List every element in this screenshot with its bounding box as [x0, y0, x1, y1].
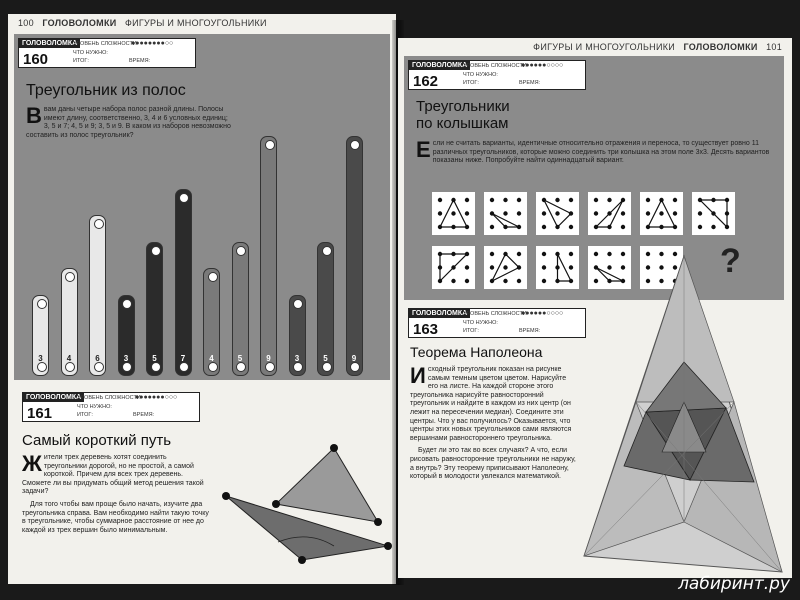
peg: [646, 225, 650, 229]
drop-cap: И: [410, 363, 426, 388]
peg: [542, 265, 546, 269]
strip-length-label: 3: [38, 354, 43, 363]
peg: [490, 279, 494, 283]
peg: [673, 198, 677, 202]
section-name: ГОЛОВОЛОМКИ: [683, 42, 758, 52]
drop-cap: Ж: [22, 451, 42, 476]
peg: [490, 211, 494, 215]
puzzle-number: 162: [413, 73, 439, 90]
puzzle-160-title: Треугольник из полос: [26, 82, 186, 99]
puzzle-161-title: Самый короткий путь: [22, 432, 172, 449]
puzzle-number: 161: [27, 405, 53, 422]
strip-length-label: 7: [180, 354, 186, 363]
strip-length-label: 5: [323, 354, 328, 363]
peg: [621, 225, 625, 229]
puzzle-162-title: [416, 98, 510, 132]
puzzle-161-body-2: Для того чтобы вам проще было начать, изучите два треугольника справа. Вам необходимо найти такую точку в треугольнике, чтобы суммарное расстояние от нее до каждой из трех вершин было минимальным.: [22, 500, 209, 534]
strip-length-label: 4: [66, 354, 72, 363]
puzzle-tag: ГОЛОВОЛОМКА: [19, 39, 80, 48]
strip-hole-bottom: [265, 362, 275, 372]
peg: [569, 198, 573, 202]
time-label: ВРЕМЯ:: [519, 328, 541, 334]
needed-label: ЧТО НУЖНО:: [463, 320, 498, 326]
puzzle-160-text: [26, 103, 232, 140]
peg: [503, 225, 507, 229]
strip-hole-top: [65, 272, 75, 282]
peg: [594, 198, 598, 202]
strip-hole-bottom: [94, 362, 104, 372]
strip-hole-top: [208, 272, 218, 282]
puzzle-160-header: [18, 38, 196, 68]
strip-hole-bottom: [37, 362, 47, 372]
vertex-dot: [374, 518, 382, 526]
peg: [659, 225, 663, 229]
peg: [569, 279, 573, 283]
strip-hole-top: [322, 246, 332, 256]
drop-cap: В: [26, 103, 42, 128]
strip-length-label: 3: [294, 354, 300, 363]
peg: [451, 252, 455, 256]
peg: [646, 211, 650, 215]
vertex-dot: [384, 542, 392, 550]
peg: [438, 265, 442, 269]
chapter-name: ФИГУРЫ И МНОГОУГОЛЬНИКИ: [124, 18, 267, 28]
page-number: 100: [18, 18, 34, 28]
peg: [490, 265, 494, 269]
puzzle-tag: ГОЛОВОЛОМКА: [409, 309, 470, 318]
puzzle-163-body-2: Будет ли это так во всех случаях? А что, если рисовать равносторонние треугольники не наружу, а внутрь? Эту теорему приписывают Наполеону, который в молодости увлекался математикой.: [410, 447, 576, 481]
peg: [490, 198, 494, 202]
strip-hole-top: [350, 140, 360, 150]
peg: [607, 211, 611, 215]
peg: [673, 225, 677, 229]
peg: [698, 211, 702, 215]
puzzle-163-body: сходный треугольник показан на рисунке самым темным цветом цветом. Нарисуйте его на листе. На каждой стороне этого треугольника нарисуйте равносторонний треугольник и найдите в каждом из них центр (он лежит на пересечении медиан). Соедините эти центры. Что у вас получилось? Оказывается, что центры этих новых треугольников сами являются вершинами равностороннего треугольника.: [410, 366, 572, 442]
difficulty-label: УРОВЕНЬ СЛОЖНОСТИ: [77, 395, 141, 401]
strip: [317, 242, 334, 377]
strip-length-label: 4: [209, 354, 214, 363]
peg: [438, 225, 442, 229]
peg: [569, 252, 573, 256]
strip-hole-bottom: [322, 362, 332, 372]
peg: [503, 265, 507, 269]
strip: [89, 215, 106, 376]
peg: [542, 279, 546, 283]
puzzle-160-panel: [14, 34, 390, 380]
peg-board: [484, 192, 527, 235]
peg: [517, 265, 521, 269]
needed-label: ЧТО НУЖНО:: [73, 50, 108, 56]
peg: [465, 225, 469, 229]
peg: [503, 211, 507, 215]
peg-board: [588, 192, 631, 235]
vertex-dot: [330, 444, 338, 452]
peg: [503, 252, 507, 256]
strip-hole-top: [265, 140, 275, 150]
difficulty-dots: ●●●●●●●●○○: [131, 40, 174, 47]
strip: [118, 295, 135, 377]
time-label: ВРЕМЯ:: [519, 80, 541, 86]
puzzle-tag: ГОЛОВОЛОМКА: [409, 61, 470, 70]
puzzle-160-body: вам даны четыре набора полос разной длины. Полосы имеют длину, соответственно, 3, 4 и 6 условных единиц; 3, 5 и 7; 4, 5 и 9; 3, 5 и 9. В каком из наборов невозможно составить из полос треугольник?: [26, 106, 231, 139]
peg: [490, 252, 494, 256]
peg: [621, 211, 625, 215]
peg: [698, 225, 702, 229]
peg: [698, 198, 702, 202]
peg: [503, 279, 507, 283]
peg: [555, 279, 559, 283]
difficulty-dots: ●●●●●●○○○○: [521, 310, 564, 317]
strip-hole-bottom: [208, 362, 218, 372]
strip-hole-bottom: [350, 362, 360, 372]
peg: [451, 211, 455, 215]
peg: [725, 225, 729, 229]
strip-length-label: 5: [152, 354, 157, 363]
strip: [175, 189, 192, 377]
peg: [555, 211, 559, 215]
strip-hole-top: [236, 246, 246, 256]
page-number: 101: [766, 42, 782, 52]
time-label: ВРЕМЯ:: [133, 412, 155, 418]
peg: [725, 198, 729, 202]
upper-triangle: [276, 448, 378, 522]
result-label: ИТОГ:: [73, 58, 89, 64]
vertex-dot: [222, 492, 230, 500]
triangles-figure: [208, 434, 396, 574]
peg-board: [692, 192, 735, 235]
peg: [711, 211, 715, 215]
peg: [451, 225, 455, 229]
puzzle-161-header: [22, 392, 200, 422]
right-running-header: [533, 42, 782, 52]
strip: [346, 136, 363, 377]
peg: [555, 198, 559, 202]
difficulty-label: УРОВЕНЬ СЛОЖНОСТИ: [463, 311, 527, 317]
peg-board: [432, 192, 475, 235]
peg: [621, 198, 625, 202]
peg: [607, 198, 611, 202]
peg: [569, 211, 573, 215]
strip-hole-top: [122, 299, 132, 309]
strip-hole-top: [293, 299, 303, 309]
peg: [438, 279, 442, 283]
peg: [451, 279, 455, 283]
strip-length-label: 9: [266, 354, 271, 363]
peg-board: [432, 246, 475, 289]
peg: [517, 279, 521, 283]
peg: [725, 211, 729, 215]
peg: [607, 225, 611, 229]
result-label: ИТОГ:: [463, 328, 479, 334]
peg: [555, 225, 559, 229]
question-mark: ?: [720, 242, 741, 280]
title-line-1: Треугольники: [416, 98, 510, 115]
strip-length-label: 3: [123, 354, 129, 363]
vertex-dot: [298, 556, 306, 564]
difficulty-dots: ●●●●●●○○○○: [521, 62, 564, 69]
peg-board: [640, 192, 683, 235]
difficulty-label: УРОВЕНЬ СЛОЖНОСТИ: [463, 63, 527, 69]
puzzle-number: 160: [23, 51, 49, 68]
puzzle-162-header: [408, 60, 586, 90]
peg: [646, 198, 650, 202]
title-line-2: по колышкам: [416, 115, 509, 132]
peg: [555, 265, 559, 269]
right-page: [398, 38, 792, 578]
needed-label: ЧТО НУЖНО:: [463, 72, 498, 78]
peg: [465, 279, 469, 283]
strip-length-label: 6: [95, 354, 100, 363]
peg: [517, 225, 521, 229]
napoleon-figure: [576, 252, 790, 578]
peg: [569, 225, 573, 229]
peg: [673, 211, 677, 215]
drop-cap: Е: [416, 137, 431, 162]
left-page: [8, 14, 396, 584]
strip-hole-top: [37, 299, 47, 309]
strip: [32, 295, 49, 377]
strip-length-label: 5: [237, 354, 243, 363]
strip-hole-top: [94, 219, 104, 229]
peg: [659, 211, 663, 215]
puzzle-162-body: сли не считать варианты, идентичные относительно отражения и переноса, то существует ровно 11 различных треугольников, которые можно соединить три колышка на этом поле 3x3. Десять вариантов показаны ниже. Попробуйте найти одиннадцатый вариант.: [432, 140, 770, 165]
puzzle-tag: ГОЛОВОЛОМКА: [23, 393, 84, 402]
strip-hole-bottom: [151, 362, 161, 372]
peg: [517, 211, 521, 215]
vertex-dot: [272, 500, 280, 508]
strip: [146, 242, 163, 377]
section-name: ГОЛОВОЛОМКИ: [42, 18, 117, 28]
peg: [490, 225, 494, 229]
peg: [542, 252, 546, 256]
left-running-header: [18, 18, 267, 28]
peg: [542, 198, 546, 202]
peg-board: [484, 246, 527, 289]
watermark: лабиринт.ру: [678, 574, 790, 594]
result-label: ИТОГ:: [77, 412, 93, 418]
peg: [711, 225, 715, 229]
peg: [503, 198, 507, 202]
peg: [711, 198, 715, 202]
peg: [465, 252, 469, 256]
strip: [203, 268, 220, 376]
strip-hole-bottom: [65, 362, 75, 372]
peg-board: [536, 192, 579, 235]
peg: [465, 198, 469, 202]
peg: [465, 265, 469, 269]
puzzle-163-title: Теорема Наполеона: [410, 344, 543, 360]
peg: [517, 252, 521, 256]
puzzle-163-header: [408, 308, 586, 338]
strip: [61, 268, 78, 376]
strip: [232, 242, 249, 377]
strip: [260, 136, 277, 377]
strip-hole-bottom: [122, 362, 132, 372]
peg: [659, 198, 663, 202]
puzzle-161-body: ители трех деревень хотят соединить треугольники дорогой, но не простой, а самой короткой. Причем для всех трех деревень. Сможете ли вы придумать общий метод решения такой задачи?: [22, 454, 204, 496]
strip: [289, 295, 306, 377]
peg: [438, 198, 442, 202]
strip-hole-top: [151, 246, 161, 256]
strip-hole-bottom: [293, 362, 303, 372]
peg: [465, 211, 469, 215]
strip-hole-top: [179, 193, 189, 203]
peg: [451, 265, 455, 269]
puzzle-number: 163: [413, 321, 439, 338]
peg: [542, 225, 546, 229]
needed-label: ЧТО НУЖНО:: [77, 404, 112, 410]
strip-hole-bottom: [179, 362, 189, 372]
difficulty-dots: ●●●●●●●○○○: [135, 394, 178, 401]
peg: [438, 252, 442, 256]
difficulty-label: УРОВЕНЬ СЛОЖНОСТИ: [73, 41, 137, 47]
chapter-name: ФИГУРЫ И МНОГОУГОЛЬНИКИ: [533, 42, 676, 52]
peg: [451, 198, 455, 202]
result-label: ИТОГ:: [463, 80, 479, 86]
puzzle-163-text: [410, 363, 578, 482]
time-label: ВРЕМЯ:: [129, 58, 151, 64]
puzzle-161-text: [22, 451, 210, 535]
peg: [555, 252, 559, 256]
strip-length-label: 9: [351, 354, 357, 363]
peg-board: [536, 246, 579, 289]
peg: [569, 265, 573, 269]
peg: [542, 211, 546, 215]
strip-hole-bottom: [236, 362, 246, 372]
peg: [438, 211, 442, 215]
peg: [594, 225, 598, 229]
puzzle-162-text: [416, 137, 776, 166]
peg: [517, 198, 521, 202]
peg: [594, 211, 598, 215]
